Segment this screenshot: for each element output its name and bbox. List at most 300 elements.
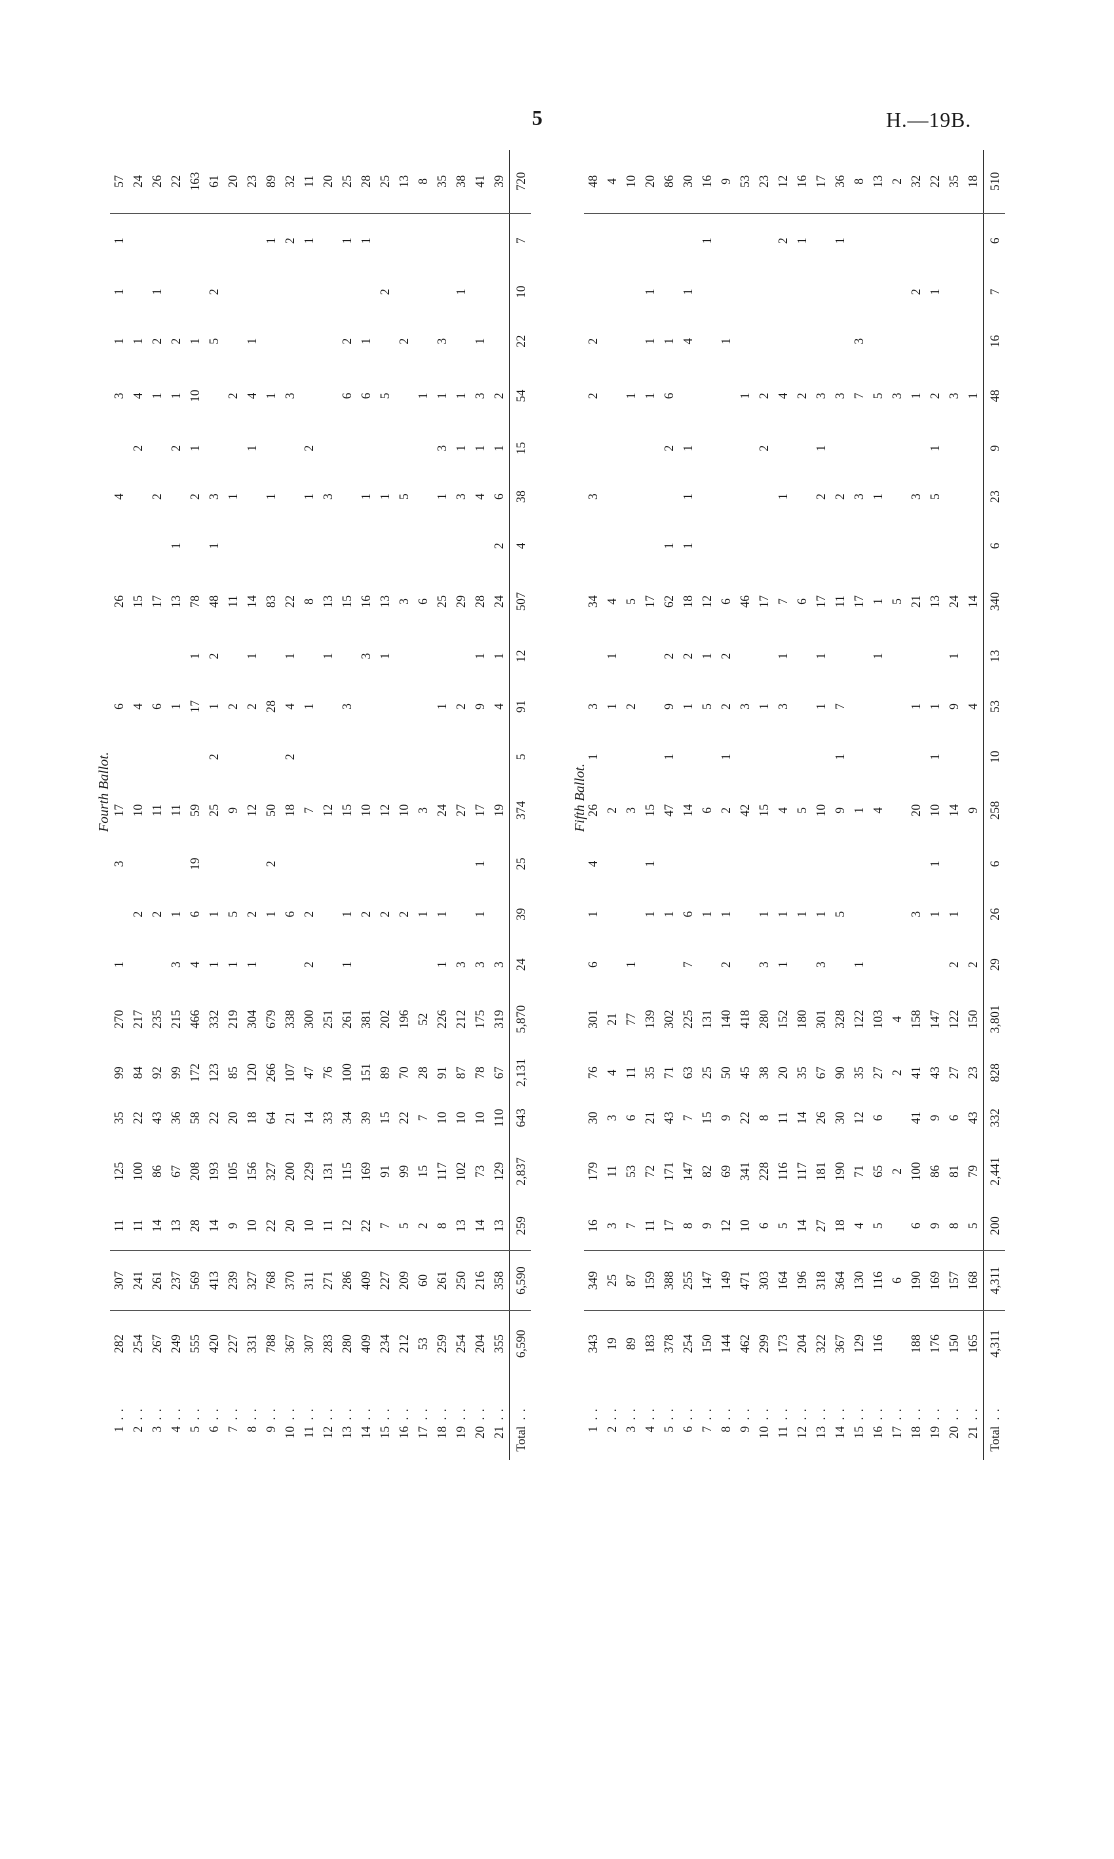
table-cell: 71 [852, 1165, 866, 1178]
table-cell: 1 [681, 288, 695, 296]
table-cell: 15 [378, 1111, 392, 1125]
table-cell: 48 [207, 595, 221, 608]
total-cell: 9 [984, 425, 1006, 471]
table-cell: 32 [907, 150, 926, 213]
table-cell: 1 [112, 288, 126, 296]
leader-dots: . . [757, 1407, 771, 1421]
table-cell: 679 [264, 1009, 278, 1029]
table-cell [850, 887, 869, 942]
table-cell: 9 [833, 807, 847, 814]
table-cell: 12 [700, 595, 714, 608]
table-cell: 229 [302, 1162, 316, 1181]
table-cell [357, 522, 376, 570]
district-number: 18 [909, 1426, 923, 1439]
district-number: 1 [112, 1426, 126, 1433]
table-cell [926, 522, 945, 570]
table-cell: 555 [188, 1334, 202, 1354]
leader-dots: . . [473, 1407, 487, 1421]
table-cell: 378 [662, 1334, 676, 1354]
table-cell [319, 841, 338, 887]
table-cell: 181 [814, 1162, 828, 1181]
table-cell: 7 [416, 1114, 430, 1121]
table-cell: 67 [169, 1165, 183, 1178]
table-cell: 4 [473, 493, 487, 500]
total-cell: 26 [984, 887, 1006, 942]
table-cell: 28 [186, 1202, 205, 1250]
table-row [736, 150, 755, 1460]
table-cell: 1 [643, 338, 657, 345]
table-cell [717, 425, 736, 471]
table-cell: 367 [833, 1334, 847, 1354]
table-cell: 21 [909, 595, 923, 608]
table-cell [888, 942, 907, 988]
total-label: Total [984, 1420, 1006, 1460]
table-cell: 71 [662, 1066, 676, 1079]
leader-dots: . . [928, 1407, 942, 1421]
table-cell: 1 [340, 237, 354, 244]
total-cell: 4,311 [984, 1311, 1006, 1376]
district-number: 8 [245, 1426, 259, 1433]
table-cell: 116 [871, 1334, 885, 1353]
table-cell: 1 [871, 598, 885, 605]
table-cell: 15 [131, 595, 145, 608]
table-cell: 16 [584, 1202, 603, 1250]
table-cell [774, 268, 793, 316]
table-cell: 367 [283, 1334, 297, 1354]
table-cell [110, 633, 129, 679]
table-cell: 24 [129, 150, 148, 213]
table-row [148, 150, 167, 1460]
table-cell: 6 [188, 911, 202, 918]
leader-dots: . . [510, 1376, 532, 1420]
table-cell: 24 [435, 804, 449, 817]
district-number: 17 [416, 1426, 430, 1439]
table-cell: 168 [964, 1250, 984, 1311]
fifth-ballot-table [584, 150, 1005, 1460]
table-cell: 219 [226, 1009, 240, 1029]
table-cell: 16 [698, 150, 717, 213]
district-number: 13 [814, 1426, 828, 1439]
table-cell: 23 [966, 1066, 980, 1079]
table-cell [964, 471, 984, 521]
table-cell: 1 [492, 652, 506, 660]
table-cell [110, 425, 129, 471]
table-cell [452, 887, 471, 942]
table-cell: 2 [719, 703, 733, 710]
table-cell: 1 [207, 542, 221, 550]
district-number: 2 [605, 1426, 619, 1433]
table-cell: 2 [378, 288, 392, 296]
table-cell: 69 [719, 1165, 733, 1178]
table-cell: 196 [793, 1250, 812, 1311]
table-cell: 43 [662, 1111, 676, 1125]
table-cell: 2 [814, 493, 828, 500]
table-cell: 25 [376, 150, 395, 213]
district-number: 3 [624, 1426, 638, 1433]
table-cell [907, 942, 926, 988]
table-cell [319, 887, 338, 942]
table-cell: 5 [700, 703, 714, 710]
table-cell: 1 [681, 493, 695, 500]
table-cell: 12 [717, 1202, 736, 1250]
table-cell: 17 [112, 804, 126, 817]
total-cell: 38 [510, 471, 532, 521]
table-cell: 2 [586, 392, 600, 399]
table-cell: 91 [378, 1165, 392, 1178]
table-cell: 2 [131, 445, 145, 452]
total-cell: 507 [510, 570, 532, 633]
table-cell: 117 [435, 1162, 449, 1181]
table-cell: 300 [302, 1009, 316, 1029]
table-cell: 13 [395, 150, 414, 213]
leader-dots: . . [397, 1407, 411, 1421]
table-cell: 261 [433, 1250, 452, 1311]
table-cell: 84 [131, 1066, 145, 1079]
fourth-ballot-table-wrap [110, 150, 528, 1460]
table-cell: 355 [492, 1334, 506, 1354]
table-cell: 11 [110, 1202, 129, 1250]
table-cell: 22 [131, 1111, 145, 1125]
table-cell: 6 [719, 598, 733, 605]
table-cell: 2 [890, 1168, 904, 1175]
table-cell: 11 [641, 1202, 660, 1250]
table-cell: 3 [852, 338, 866, 345]
table-cell: 6 [907, 1202, 926, 1250]
table-cell: 10 [454, 1111, 468, 1125]
table-cell [376, 316, 395, 366]
table-row [774, 150, 793, 1460]
table-cell: 11 [226, 595, 240, 608]
leader-dots: . . [359, 1407, 373, 1421]
table-cell [376, 841, 395, 887]
total-cell: 258 [984, 780, 1006, 841]
table-cell: 1 [188, 445, 202, 452]
table-cell: 13 [490, 1202, 510, 1250]
table-cell: 35 [852, 1066, 866, 1079]
table-cell: 3 [283, 392, 297, 399]
leader-dots: . . [814, 1407, 828, 1421]
table-cell: 1 [359, 237, 373, 244]
total-cell: 200 [984, 1202, 1006, 1250]
table-cell: 1 [473, 652, 487, 660]
table-row [129, 150, 148, 1460]
table-cell [319, 268, 338, 316]
table-cell: 4 [603, 150, 622, 213]
table-cell [414, 633, 433, 679]
table-cell: 212 [397, 1334, 411, 1354]
table-cell: 1 [321, 652, 335, 660]
table-cell: 28 [264, 700, 278, 713]
table-row [452, 150, 471, 1460]
table-cell [622, 734, 641, 780]
table-cell: 99 [169, 1066, 183, 1079]
table-cell: 6 [624, 1114, 638, 1121]
table-cell: 2 [586, 338, 600, 345]
table-cell: 8 [757, 1114, 771, 1121]
table-cell [622, 887, 641, 942]
leader-dots: . . [226, 1407, 240, 1421]
table-cell [755, 522, 774, 570]
table-cell: 5 [890, 598, 904, 605]
table-cell [490, 268, 510, 316]
table-cell: 200 [283, 1162, 297, 1181]
table-cell: 22 [283, 595, 297, 608]
table-cell [964, 734, 984, 780]
table-cell [357, 942, 376, 988]
table-cell: 3 [454, 493, 468, 500]
table-cell [907, 734, 926, 780]
table-cell [205, 213, 224, 268]
table-cell [243, 471, 262, 521]
table-cell: 286 [338, 1250, 357, 1311]
table-cell: 164 [774, 1250, 793, 1311]
table-cell: 1 [833, 753, 847, 760]
table-cell [129, 633, 148, 679]
table-cell: 3 [492, 961, 506, 968]
table-cell: 7 [681, 1114, 695, 1121]
total-cell: 24 [510, 942, 532, 988]
table-cell [224, 213, 243, 268]
table-cell [110, 734, 129, 780]
table-cell [319, 366, 338, 425]
leader-dots: . . [662, 1407, 676, 1421]
table-cell: 17 [150, 595, 164, 608]
table-cell: 1 [378, 652, 392, 660]
total-cell: 4,311 [984, 1250, 1006, 1311]
table-cell: 311 [300, 1250, 319, 1311]
table-cell: 1 [302, 237, 316, 244]
table-cell [641, 213, 660, 268]
table-cell: 13 [452, 1202, 471, 1250]
table-row [793, 150, 812, 1460]
table-cell: 302 [662, 1009, 676, 1029]
leader-dots: . . [302, 1407, 316, 1421]
table-cell: 24 [947, 595, 961, 608]
table-cell [831, 633, 850, 679]
district-number: 19 [928, 1426, 942, 1439]
table-cell: 149 [717, 1250, 736, 1311]
table-cell [793, 425, 812, 471]
table-cell: 327 [264, 1162, 278, 1181]
table-cell: 11 [624, 1066, 638, 1079]
table-cell: 2 [207, 652, 221, 660]
table-cell [850, 425, 869, 471]
table-cell [129, 213, 148, 268]
table-cell: 4 [112, 493, 126, 500]
table-cell: 1 [169, 703, 183, 710]
table-row [338, 150, 357, 1460]
table-cell: 5 [207, 338, 221, 345]
total-cell: 48 [984, 366, 1006, 425]
table-cell: 5 [928, 493, 942, 500]
table-row [831, 150, 850, 1460]
table-cell: 20 [224, 150, 243, 213]
table-cell [319, 679, 338, 734]
table-cell: 3 [359, 652, 373, 660]
table-cell: 2 [795, 392, 809, 399]
table-cell: 58 [188, 1111, 202, 1125]
table-cell [679, 213, 698, 268]
total-cell: 720 [510, 150, 532, 213]
table-cell: 2 [169, 445, 183, 452]
table-cell [945, 522, 964, 570]
table-cell: 2 [624, 703, 638, 710]
leader-dots: . . [681, 1407, 695, 1421]
district-number: 21 [492, 1426, 506, 1439]
table-cell: 3 [112, 860, 126, 868]
district-number: 4 [643, 1426, 657, 1433]
table-cell: 1 [112, 237, 126, 244]
table-cell [793, 679, 812, 734]
table-cell: 11 [776, 1111, 790, 1124]
table-cell [584, 633, 603, 679]
table-cell: 6 [112, 703, 126, 710]
table-cell: 12 [852, 1111, 866, 1125]
table-cell: 13 [928, 595, 942, 608]
table-cell [869, 734, 888, 780]
table-cell [812, 841, 831, 887]
table-cell: 27 [947, 1066, 961, 1079]
district-number: 4 [169, 1426, 183, 1433]
table-cell [888, 887, 907, 942]
table-cell [433, 522, 452, 570]
leader-dots: . . [245, 1407, 259, 1421]
table-row [281, 150, 300, 1460]
table-cell: 1 [776, 911, 790, 918]
total-cell: 5 [510, 734, 532, 780]
leader-dots: . . [624, 1407, 638, 1421]
table-cell [262, 316, 281, 366]
table-cell: 82 [700, 1165, 714, 1178]
table-cell [300, 268, 319, 316]
table-cell [357, 841, 376, 887]
table-cell: 409 [359, 1334, 373, 1354]
table-cell [622, 522, 641, 570]
table-cell: 3 [340, 703, 354, 710]
table-cell [717, 268, 736, 316]
table-cell [452, 522, 471, 570]
district-number: 19 [454, 1426, 468, 1439]
table-cell: 307 [302, 1334, 316, 1354]
table-cell: 158 [909, 1009, 923, 1029]
table-cell: 301 [586, 1009, 600, 1029]
table-cell: 6 [947, 1114, 961, 1121]
table-cell: 1 [169, 911, 183, 918]
table-cell: 24 [492, 595, 506, 608]
table-cell: 14 [681, 804, 695, 817]
leader-dots: . . [947, 1407, 961, 1421]
table-cell [338, 841, 357, 887]
district-number: 12 [795, 1426, 809, 1439]
district-number: 16 [871, 1426, 885, 1439]
table-cell: 76 [586, 1066, 600, 1079]
table-cell: 322 [814, 1334, 828, 1354]
table-cell: 196 [397, 1009, 411, 1029]
table-cell [964, 522, 984, 570]
district-number: 14 [359, 1426, 373, 1439]
table-cell: 5 [869, 1202, 888, 1250]
table-cell [395, 522, 414, 570]
table-cell: 38 [452, 150, 471, 213]
table-cell: 2 [226, 703, 240, 710]
table-cell [224, 425, 243, 471]
table-cell [869, 425, 888, 471]
table-cell: 53 [624, 1165, 638, 1178]
table-cell: 87 [454, 1066, 468, 1079]
table-cell: 15 [416, 1165, 430, 1178]
table-row [243, 150, 262, 1460]
table-cell: 204 [795, 1334, 809, 1354]
table-cell [129, 268, 148, 316]
table-cell: 25 [700, 1066, 714, 1079]
table-cell: 1 [131, 338, 145, 345]
table-cell: 15 [340, 804, 354, 817]
table-cell [110, 522, 129, 570]
table-cell [774, 734, 793, 780]
district-number: 14 [833, 1426, 847, 1439]
table-cell: 20 [909, 804, 923, 817]
district-number: 18 [435, 1426, 449, 1439]
table-cell: 1 [928, 911, 942, 918]
table-cell: 10 [131, 804, 145, 817]
leader-dots: . . [492, 1407, 506, 1421]
table-row [907, 150, 926, 1460]
table-cell [167, 734, 186, 780]
table-cell [148, 425, 167, 471]
table-cell: 17 [660, 1202, 679, 1250]
table-cell: 1 [757, 911, 771, 918]
table-cell: 89 [262, 150, 281, 213]
table-cell: 16 [359, 595, 373, 608]
table-cell [812, 316, 831, 366]
table-cell: 1 [909, 392, 923, 399]
table-cell: 91 [435, 1066, 449, 1079]
table-cell [793, 471, 812, 521]
total-cell: 5,870 [510, 988, 532, 1051]
table-cell: 11 [169, 804, 183, 817]
table-cell [964, 316, 984, 366]
table-cell: 2 [414, 1202, 433, 1250]
table-cell [736, 425, 755, 471]
table-cell: 420 [207, 1334, 221, 1354]
table-cell [850, 522, 869, 570]
table-cell [698, 471, 717, 521]
table-cell [850, 633, 869, 679]
table-cell: 23 [243, 150, 262, 213]
table-cell [300, 316, 319, 366]
table-cell: 65 [871, 1165, 885, 1178]
table-cell: 6 [492, 493, 506, 500]
table-cell: 1 [624, 392, 638, 399]
table-cell: 6 [150, 703, 164, 710]
table-cell [186, 522, 205, 570]
table-cell: 43 [928, 1066, 942, 1079]
table-cell: 239 [224, 1250, 243, 1311]
table-cell: 299 [757, 1334, 771, 1354]
table-row [698, 150, 717, 1460]
table-row [755, 150, 774, 1460]
table-cell [414, 841, 433, 887]
total-cell: 510 [984, 150, 1006, 213]
table-cell: 131 [321, 1162, 335, 1181]
table-cell [167, 471, 186, 521]
table-cell [755, 213, 774, 268]
table-cell [603, 942, 622, 988]
table-cell: 202 [378, 1009, 392, 1029]
table-cell: 13 [169, 595, 183, 608]
district-number: 1 [586, 1426, 600, 1433]
table-cell [831, 942, 850, 988]
